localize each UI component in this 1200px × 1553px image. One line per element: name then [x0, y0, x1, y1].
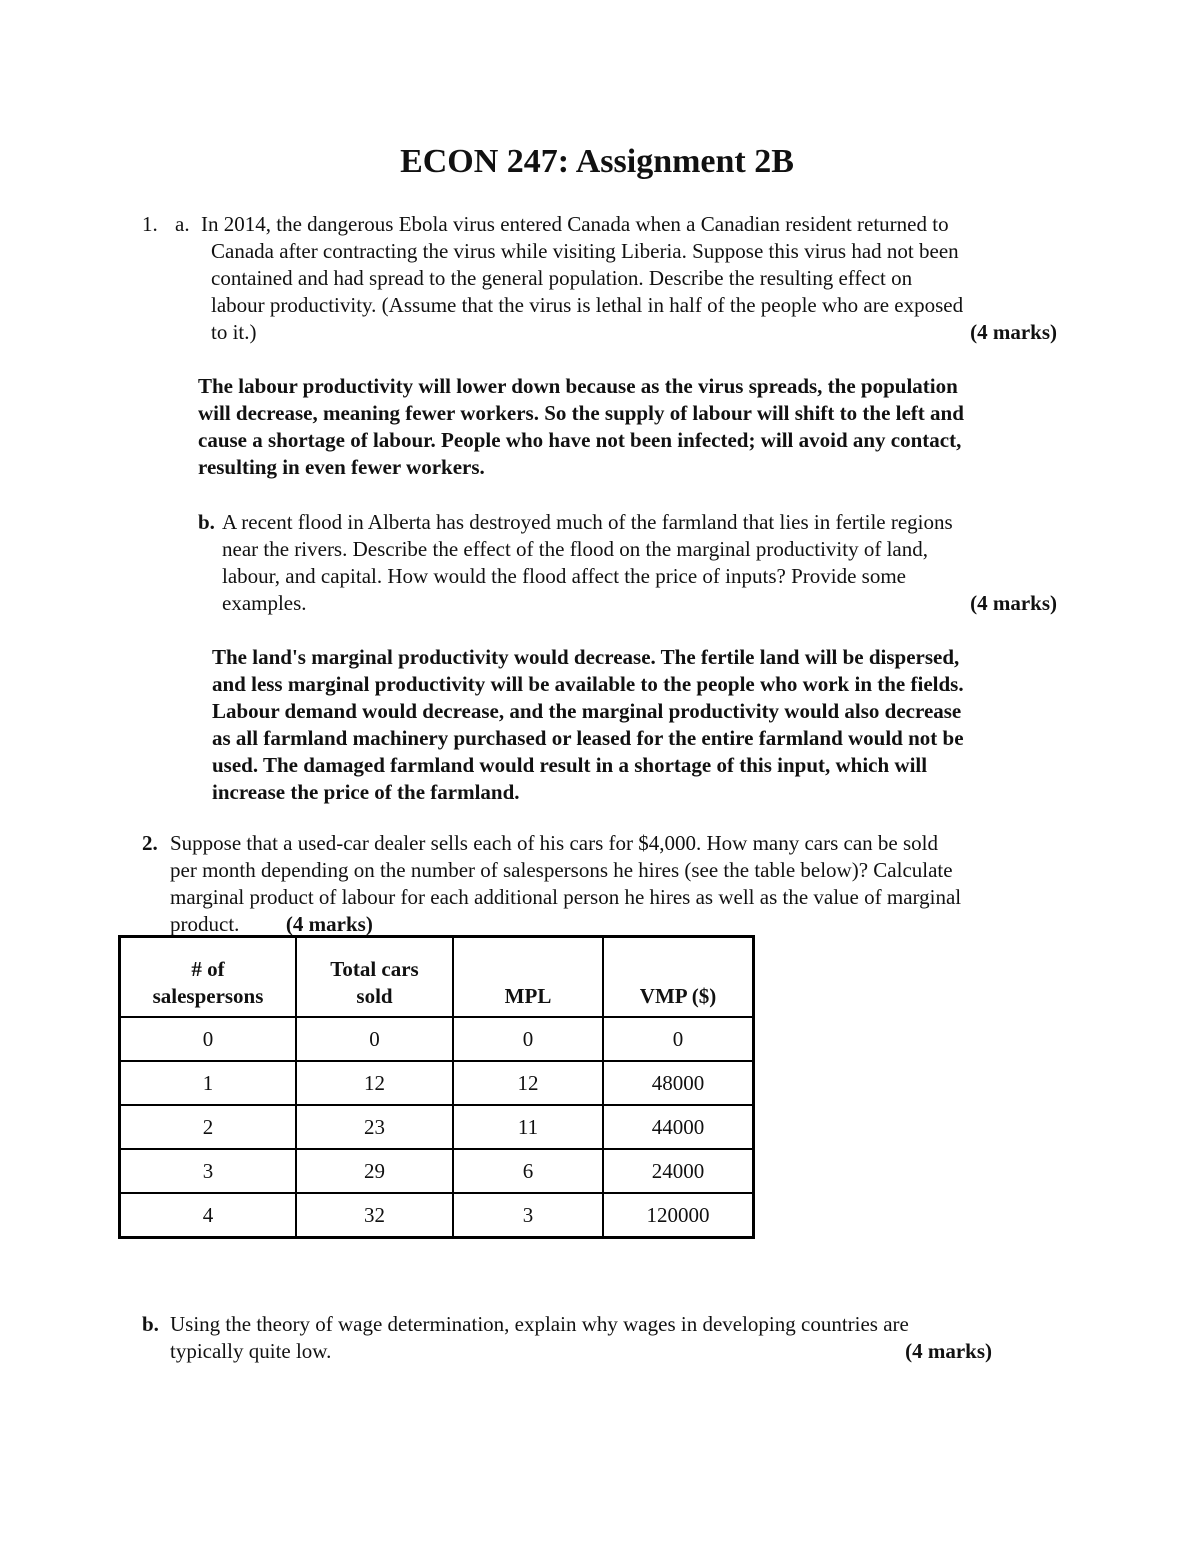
- table-cell: 2: [120, 1105, 297, 1149]
- question-1a-label: a.: [175, 212, 190, 236]
- answer-1b-line: and less marginal productivity will be available to the people who work in the fields.: [212, 672, 964, 696]
- table-cell: 3: [453, 1193, 603, 1238]
- answer-1a-line: will decrease, meaning fewer workers. So the supply of labour will shift to the left and: [198, 401, 964, 425]
- data-table: [118, 935, 755, 1239]
- table-cell: 48000: [603, 1061, 754, 1105]
- question-1b-line: near the rivers. Describe the effect of the flood on the marginal productivity of land,: [222, 537, 928, 561]
- question-1b-line: A recent flood in Alberta has destroyed much of the farmland that lies in fertile regions: [222, 510, 953, 534]
- table-cell: 0: [453, 1017, 603, 1061]
- question-2-text: [170, 830, 1070, 938]
- answer-1b-line: The land's marginal productivity would decrease. The fertile land will be dispersed,: [212, 645, 960, 669]
- table-cell: 0: [603, 1017, 754, 1061]
- question-1a-text: [201, 211, 1057, 346]
- question-1a-line-end: to it.): [211, 320, 257, 344]
- table-cell: 12: [453, 1061, 603, 1105]
- table-cell: 1: [120, 1061, 297, 1105]
- table-cell: 0: [120, 1017, 297, 1061]
- question-2-line-end: product.: [170, 912, 240, 936]
- table-cell: 3: [120, 1149, 297, 1193]
- table-header-row: [120, 937, 754, 1018]
- answer-1a: [198, 373, 1068, 481]
- question-1a-line: Canada after contracting the virus while visiting Liberia. Suppose this virus had not been: [211, 239, 959, 263]
- question-2-number: 2.: [142, 831, 158, 855]
- table-row: [120, 1105, 754, 1149]
- answer-1b-line: Labour demand would decrease, and the marginal productivity would also decrease: [212, 699, 962, 723]
- question-2-line: per month depending on the number of salespersons he hires (see the table below)? Calculate: [170, 858, 953, 882]
- question-2b-line: Using the theory of wage determination, explain why wages in developing countries are: [170, 1312, 909, 1336]
- question-1b-line-end: examples.: [222, 591, 307, 615]
- table-cell: 32: [296, 1193, 453, 1238]
- question-1b-line: [222, 590, 1057, 617]
- answer-1b: [212, 644, 1072, 806]
- question-2b-marks: (4 marks): [905, 1339, 992, 1363]
- table-row: [120, 1017, 754, 1061]
- answer-1a-line: The labour productivity will lower down because as the virus spreads, the population: [198, 374, 958, 398]
- question-2-line: Suppose that a used-car dealer sells each of his cars for $4,000. How many cars can be sold: [170, 831, 938, 855]
- answer-1b-line: used. The damaged farmland would result in a shortage of this input, which will: [212, 753, 928, 777]
- answer-1b-line: increase the price of the farmland.: [212, 780, 520, 804]
- question-1b-line: labour, and capital. How would the flood affect the price of inputs? Provide some: [222, 564, 906, 588]
- question-1a-line: labour productivity. (Assume that the virus is lethal in half of the people who are exposed: [211, 293, 964, 317]
- question-1b-marks: (4 marks): [970, 591, 1057, 615]
- answer-1a-line: resulting in even fewer workers.: [198, 455, 485, 479]
- question-2-line: marginal product of labour for each additional person he hires as well as the value of marginal: [170, 885, 962, 909]
- question-2b-label: b.: [142, 1312, 159, 1336]
- table-cell: 44000: [603, 1105, 754, 1149]
- table-cell: 6: [453, 1149, 603, 1193]
- answer-1b-line: as all farmland machinery purchased or leased for the entire farmland would not be: [212, 726, 964, 750]
- question-1-number: 1.: [142, 212, 158, 236]
- table-header-cell: Total cars sold: [296, 937, 453, 1018]
- question-1a-line: In 2014, the dangerous Ebola virus entered Canada when a Canadian resident returned to: [201, 212, 949, 236]
- table-header-cell: # of salespersons: [120, 937, 297, 1018]
- table-header-cell: VMP ($): [603, 937, 754, 1018]
- table-cell: 120000: [603, 1193, 754, 1238]
- table-cell: 24000: [603, 1149, 754, 1193]
- table-row: [120, 1193, 754, 1238]
- table-cell: 23: [296, 1105, 453, 1149]
- table-cell: 4: [120, 1193, 297, 1238]
- question-2-marks: (4 marks): [285, 912, 373, 936]
- table-row: [120, 1061, 754, 1105]
- question-2-line: [170, 911, 1070, 938]
- table-cell: 12: [296, 1061, 453, 1105]
- question-1a-line: [211, 319, 1057, 346]
- question-2b-line-end: typically quite low.: [170, 1339, 332, 1363]
- question-1b-label: b.: [198, 510, 215, 534]
- table-cell: 29: [296, 1149, 453, 1193]
- table-header-cell: MPL: [453, 937, 603, 1018]
- table-row: [120, 1149, 754, 1193]
- page-title: ECON 247: Assignment 2B: [400, 143, 794, 180]
- question-1a-line: contained and had spread to the general population. Describe the resulting effect on: [211, 266, 913, 290]
- question-2b-text: [170, 1311, 992, 1365]
- table-cell: 11: [453, 1105, 603, 1149]
- table-cell: 0: [296, 1017, 453, 1061]
- question-1a-marks: (4 marks): [970, 320, 1057, 344]
- question-1b-text: [222, 509, 1057, 617]
- question-2b-line: [170, 1338, 992, 1365]
- answer-1a-line: cause a shortage of labour. People who have not been infected; will avoid any contact,: [198, 428, 962, 452]
